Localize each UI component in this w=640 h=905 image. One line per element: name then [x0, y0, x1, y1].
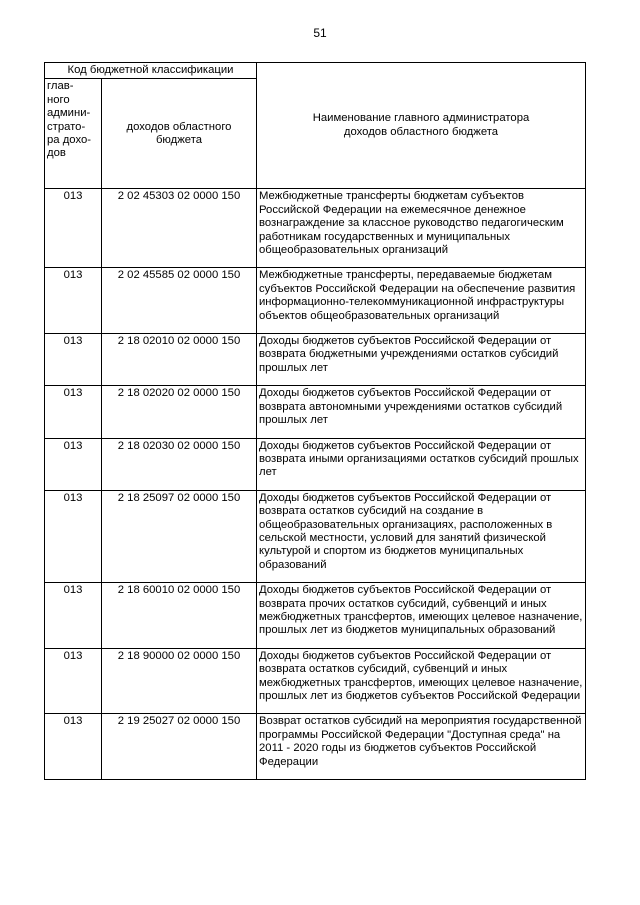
cell-income-code: 2 18 60010 02 0000 150 — [102, 583, 257, 649]
cell-admin-code: 013 — [45, 648, 102, 714]
cell-admin-code: 013 — [45, 714, 102, 780]
table-row — [45, 189, 586, 268]
header-income-code-text: доходов областного бюджета — [126, 120, 232, 146]
table-header-row-group — [45, 63, 586, 79]
header-income-code — [102, 79, 257, 189]
cell-income-code: 2 02 45585 02 0000 150 — [102, 268, 257, 334]
header-chief-administrator-text: глав- ного админи- страто- ра дохо- дов — [47, 80, 92, 160]
cell-administrator-name: Доходы бюджетов субъектов Российской Федерации от возврата прочих остатков субсидий, субвенций и иных межбюджетных трансфертов, имеющих целевое назначение, прошлых лет из бюджетов муниципальных образований — [257, 583, 586, 649]
table-row — [45, 268, 586, 334]
table-row — [45, 648, 586, 714]
cell-income-code: 2 18 02010 02 0000 150 — [102, 334, 257, 386]
cell-admin-code: 013 — [45, 386, 102, 438]
table-row — [45, 334, 586, 386]
header-classification-code: Код бюджетной классификации — [45, 63, 257, 79]
header-administrator-name — [257, 63, 586, 189]
cell-administrator-name: Доходы бюджетов субъектов Российской Федерации от возврата бюджетными учреждениями остатков субсидий прошлых лет — [257, 334, 586, 386]
table-row — [45, 386, 586, 438]
table-row — [45, 438, 586, 490]
cell-income-code: 2 18 02030 02 0000 150 — [102, 438, 257, 490]
cell-income-code: 2 18 25097 02 0000 150 — [102, 490, 257, 582]
cell-administrator-name: Возврат остатков субсидий на мероприятия государственной программы Российской Федерации "Доступная среда" на 2011 - 2020 годы из бюджетов субъектов Российской Федерации — [257, 714, 586, 780]
cell-income-code: 2 19 25027 02 0000 150 — [102, 714, 257, 780]
cell-admin-code: 013 — [45, 268, 102, 334]
table-row — [45, 490, 586, 582]
cell-administrator-name: Межбюджетные трансферты бюджетам субъектов Российской Федерации на ежемесячное денежное вознаграждение за классное руководство педагогическим работникам государственных и муниципальных общеобразовательных организаций — [257, 189, 586, 268]
cell-admin-code: 013 — [45, 490, 102, 582]
cell-income-code: 2 02 45303 02 0000 150 — [102, 189, 257, 268]
cell-income-code: 2 18 02020 02 0000 150 — [102, 386, 257, 438]
cell-admin-code: 013 — [45, 334, 102, 386]
table-row — [45, 714, 586, 780]
cell-admin-code: 013 — [45, 438, 102, 490]
table-row — [45, 583, 586, 649]
cell-administrator-name: Межбюджетные трансферты, передаваемые бюджетам субъектов Российской Федерации на обеспечение развития информационно-телекоммуникационной инфраструктуры объектов общеобразовательных организаций — [257, 268, 586, 334]
cell-admin-code: 013 — [45, 583, 102, 649]
cell-administrator-name: Доходы бюджетов субъектов Российской Федерации от возврата остатков субсидий на создание в общеобразовательных организациях, расположенных в сельской местности, условий для занятий физической культурой и спортом из бюджетов муниципальных образований — [257, 490, 586, 582]
cell-admin-code: 013 — [45, 189, 102, 268]
cell-income-code: 2 18 90000 02 0000 150 — [102, 648, 257, 714]
page-number: 51 — [313, 26, 327, 40]
header-administrator-name-text: Наименование главного администратора доходов областного бюджета — [312, 112, 530, 138]
cell-administrator-name: Доходы бюджетов субъектов Российской Федерации от возврата автономными учреждениями остатков субсидий прошлых лет — [257, 386, 586, 438]
cell-administrator-name: Доходы бюджетов субъектов Российской Федерации от возврата остатков субсидий, субвенций и иных межбюджетных трансфертов, имеющих целевое назначение, прошлых лет из бюджетов субъектов Российской Федерации — [257, 648, 586, 714]
budget-classification-table — [44, 62, 586, 780]
header-chief-administrator — [45, 79, 102, 189]
cell-administrator-name: Доходы бюджетов субъектов Российской Федерации от возврата иными организациями остатков субсидий прошлых лет — [257, 438, 586, 490]
